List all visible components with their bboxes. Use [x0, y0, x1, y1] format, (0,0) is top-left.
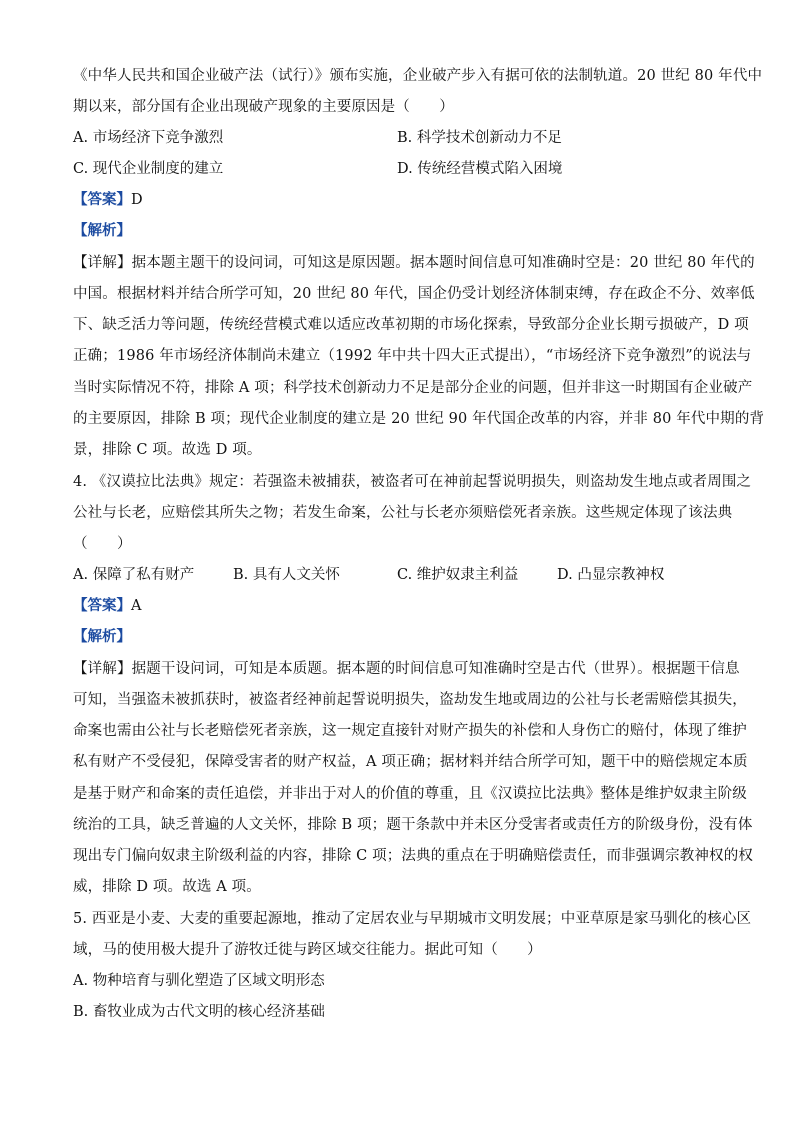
q4-option-d[interactable]: D. 凸显宗教神权	[557, 567, 665, 583]
q4-analysis-tag: 【解析】	[73, 628, 131, 645]
q3-analysis-line-2: 中国。根据材料并结合所学可知，20 世纪 80 年代，国企仍受计划经济体制束缚，存在政企不分、效率低	[73, 286, 755, 302]
q3-analysis-tag: 【解析】	[73, 222, 131, 239]
q3-analysis-line-5: 当时实际情况不符，排除 A 项；科学技术创新动力不足是部分企业的问题，但并非这一时期国有企业破产	[73, 380, 753, 396]
q5-option-a[interactable]: A. 物种培育与驯化塑造了区域文明形态	[73, 973, 325, 989]
q3-option-d[interactable]: D. 传统经营模式陷入困境	[397, 161, 563, 177]
q4-answer-row	[73, 597, 141, 615]
q3-analysis-line-7: 景，排除 C 项。故选 D 项。	[73, 442, 262, 458]
q4-analysis-line-8: 威，排除 D 项。故选 A 项。	[73, 879, 261, 895]
q4-analysis-line-1: 【详解】据题干设问词，可知是本质题。据本题的时间信息可知准确时空是古代（世界）。根据题干信息	[73, 661, 740, 677]
q3-answer-tag: 【答案】	[73, 191, 131, 208]
q4-answer-tag: 【答案】	[73, 597, 131, 614]
q3-answer-value: D	[131, 192, 143, 208]
q3-stem-line-2: 期以来，部分国有企业出现破产现象的主要原因是（ ）	[73, 99, 454, 115]
q3-answer-row	[73, 191, 143, 209]
q5-option-b[interactable]: B. 畜牧业成为古代文明的核心经济基础	[73, 1004, 325, 1020]
q4-analysis-line-4: 私有财产不受侵犯，保障受害者的财产权益，A 项正确；据材料并结合所学可知，题干中的赔偿规定本质	[73, 754, 748, 770]
q3-option-b[interactable]: B. 科学技术创新动力不足	[397, 130, 562, 146]
q3-option-c[interactable]: C. 现代企业制度的建立	[73, 161, 224, 177]
q3-analysis-line-4: 正确；1986 年市场经济体制尚未建立（1992 年中共十四大正式提出），“市场经济下竞争激烈”的说法与	[73, 348, 752, 364]
q3-analysis-line-3: 下、缺乏活力等问题，传统经营模式难以适应改革初期的市场化探索，导致部分企业长期亏损破产，D 项	[73, 317, 749, 333]
q4-stem-line-2: 公社与长老，应赔偿其所失之物；若发生命案，公社与长老亦须赔偿死者亲族。这些规定体现了该法典	[73, 505, 733, 521]
q4-analysis-line-7: 现出专门偏向奴隶主阶级利益的内容，排除 C 项；法典的重点在于明确赔偿责任，而非强调宗教神权的权	[73, 848, 754, 864]
q3-analysis-line-6: 的主要原因，排除 B 项；现代企业制度的建立是 20 世纪 90 年代国企改革的内容，并非 80 年代中期的背	[73, 411, 765, 427]
q4-analysis-line-3: 命案也需由公社与长老赔偿死者亲族，这一规定直接针对财产损失的补偿和人身伤亡的赔付，体现了维护	[73, 723, 747, 739]
q3-option-a[interactable]: A. 市场经济下竞争激烈	[73, 130, 224, 146]
q5-stem-line-2: 域，马的使用极大提升了游牧迁徙与跨区域交往能力。据此可知（ ）	[73, 942, 542, 958]
q4-analysis-line-2: 可知，当强盗未被抓获时，被盗者经神前起誓说明损失，盗劫发生地或周边的公社与长老需赔偿其损失，	[73, 692, 747, 708]
q4-stem-line-1: 4. 《汉谟拉比法典》规定：若强盗未被捕获，被盗者可在神前起誓说明损失，则盗劫发生地点或者周围之	[73, 474, 752, 490]
q5-stem-line-1: 5. 西亚是小麦、大麦的重要起源地，推动了定居农业与早期城市文明发展；中亚草原是家马驯化的核心区	[73, 911, 752, 927]
q4-stem-line-3: （ ）	[73, 536, 132, 552]
q4-answer-value: A	[131, 598, 142, 614]
q4-option-a[interactable]: A. 保障了私有财产	[73, 567, 195, 583]
q4-option-c[interactable]: C. 维护奴隶主利益	[397, 567, 519, 583]
q4-analysis-line-5: 是基于财产和命案的责任追偿，并非出于对人的价值的尊重，且《汉谟拉比法典》整体是维护奴隶主阶级	[73, 786, 747, 802]
q4-analysis-line-6: 统治的工具，缺乏普遍的人文关怀，排除 B 项；题干条款中并未区分受害者或责任方的阶级身份，没有体	[73, 817, 753, 833]
q3-analysis-line-1: 【详解】据本题主题干的设问词，可知这是原因题。据本题时间信息可知准确时空是：20 世纪 80 年代的	[73, 255, 755, 271]
q4-option-b[interactable]: B. 具有人文关怀	[233, 567, 340, 583]
q3-stem-line-1: 《中华人民共和国企业破产法（试行）》颁布实施，企业破产步入有据可依的法制轨道。20 世纪 80 年代中	[73, 68, 763, 84]
